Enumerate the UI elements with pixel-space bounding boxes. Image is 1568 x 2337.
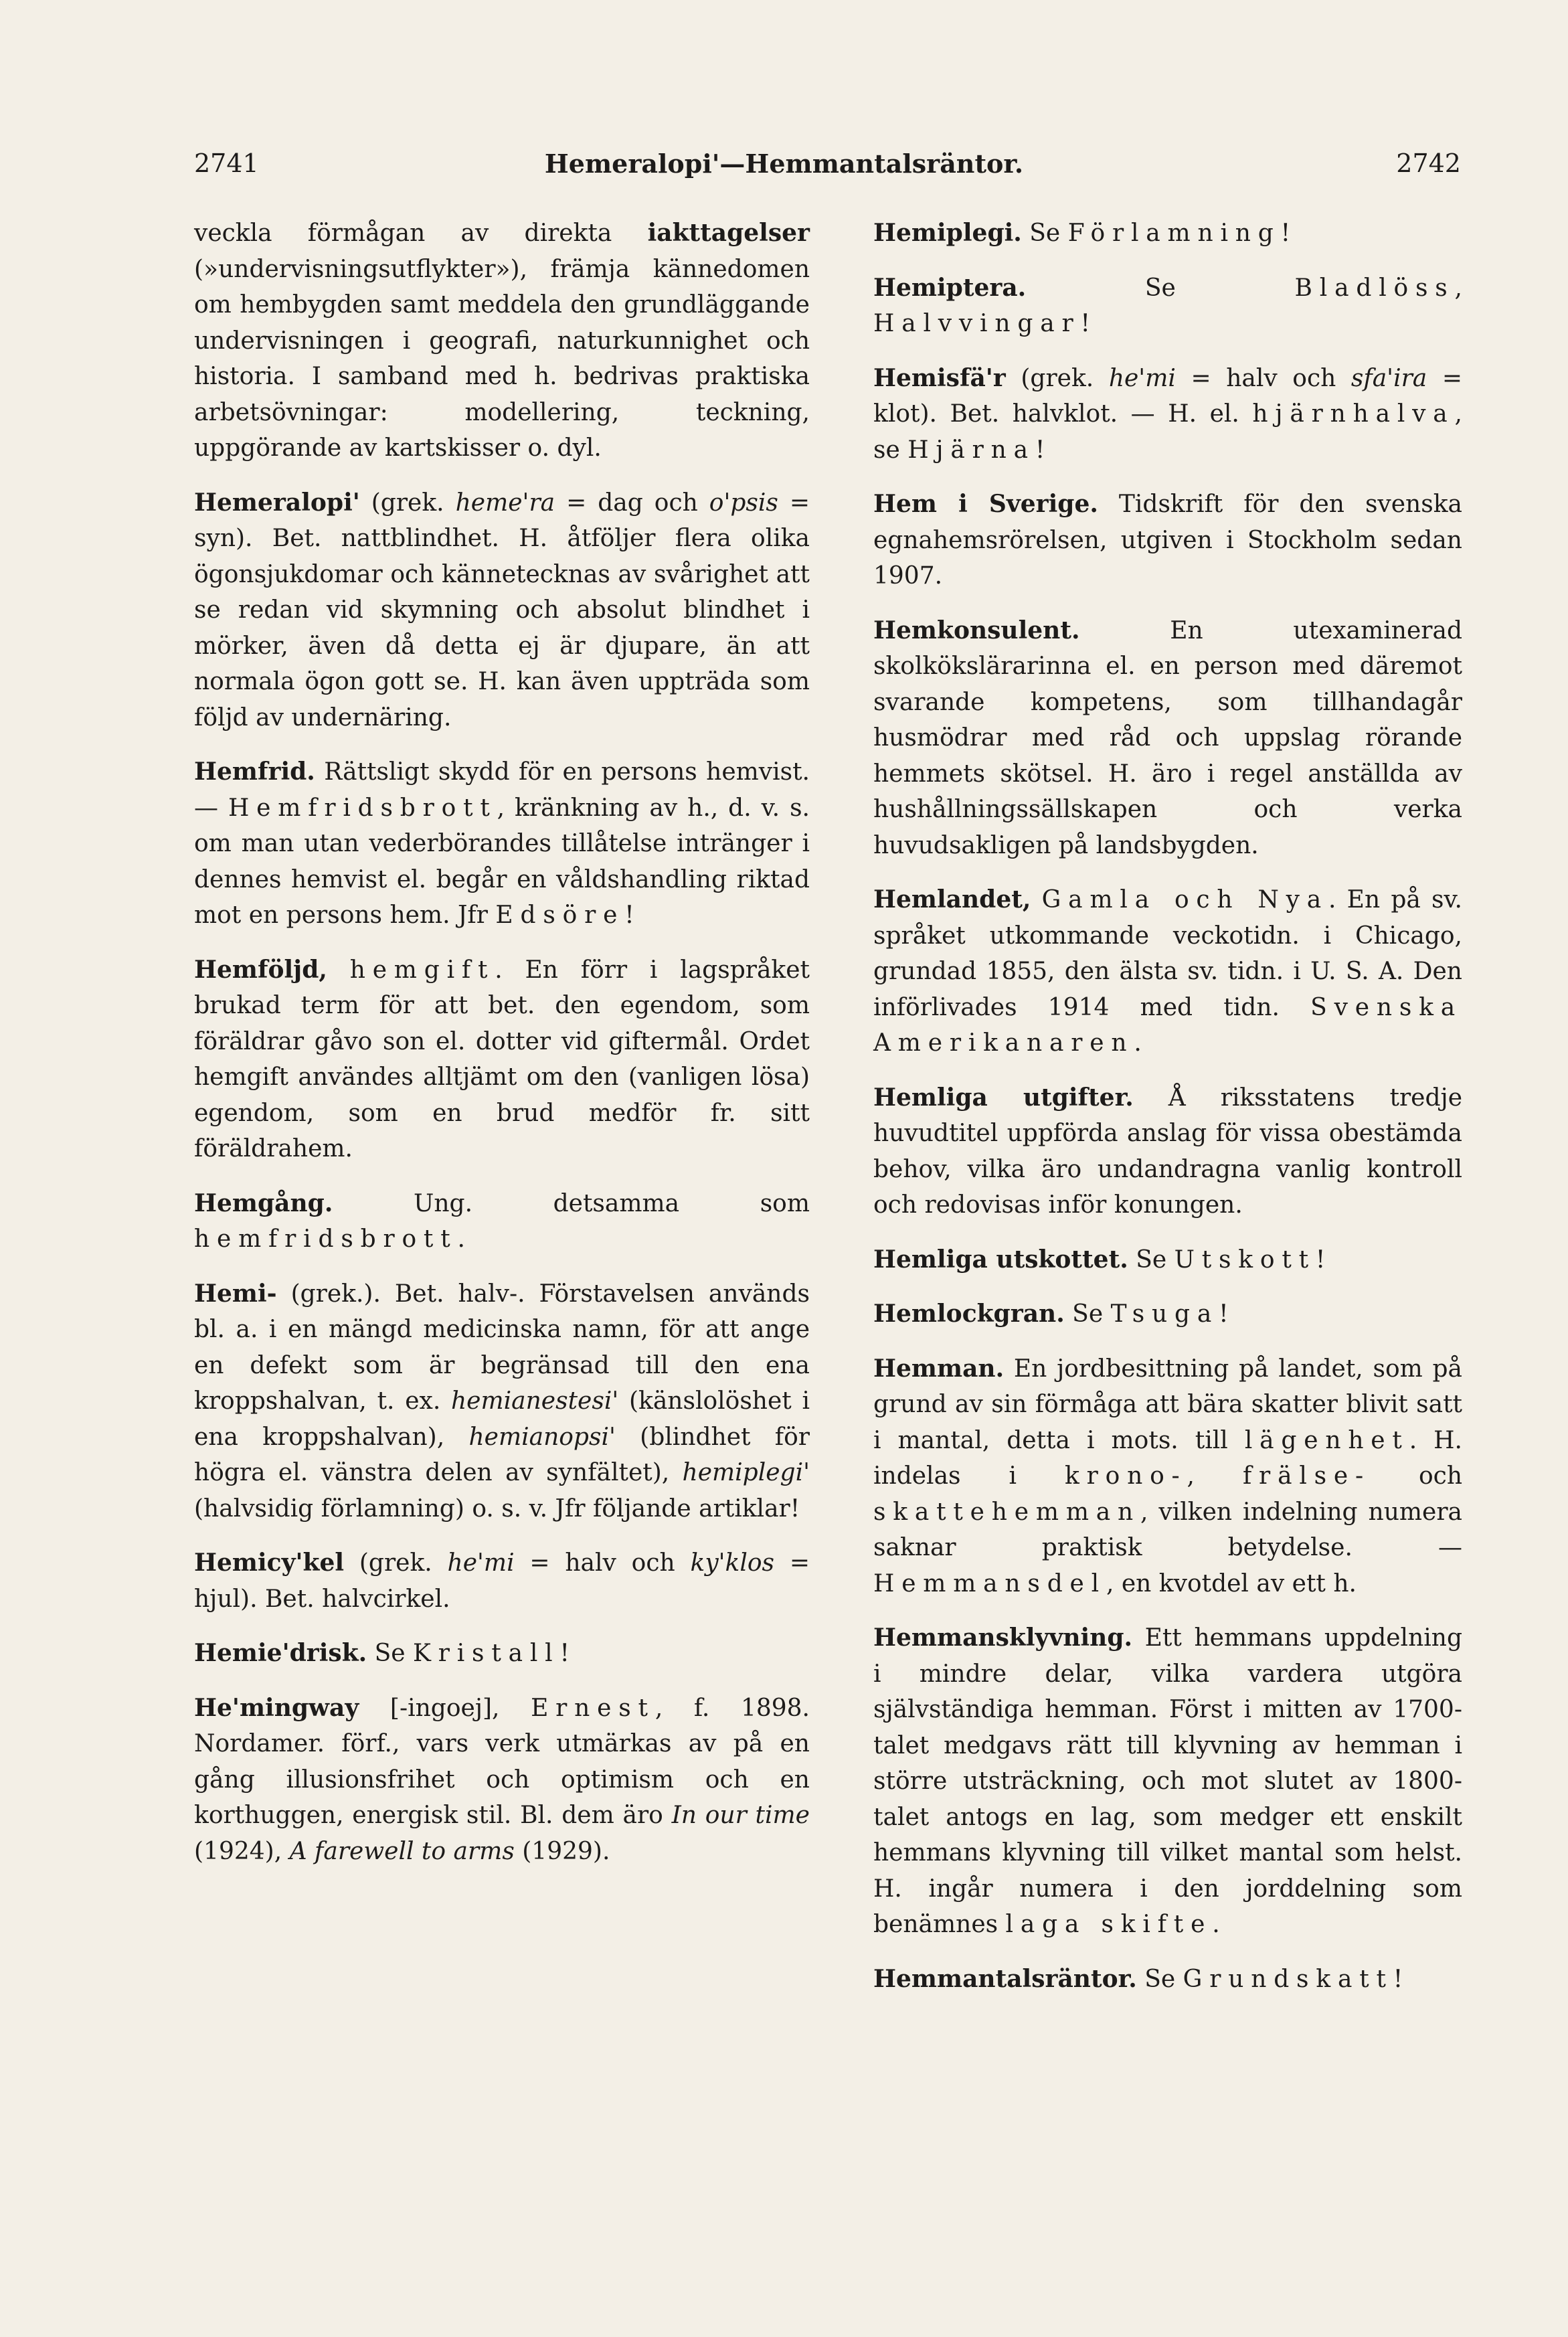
dictionary-entry: Hemlockgran. Se Tsuga! [873, 1300, 1229, 1328]
dictionary-entry: Hemföljd, hemgift. En förr i lagspråket brukad term för att bet. den egendom, som föräldrar gåvo son el. dotter vid giftermål. Ordet hemgift användes alltjämt om den (vanligen lösa) egendom, som en brud medför fr. sitt föräldrahem. [194, 955, 810, 1162]
dictionary-entry: Hemmantalsräntor. Se Grundskatt! [873, 1964, 1403, 1993]
dictionary-entry: Hemisfä'r (grek. he'mi = halv och sfa'ira = klot). Bet. halvklot. — H. el. hjärnhalva, se Hjärna! [873, 363, 1463, 464]
dictionary-entry: Hemie'drisk. Se Kristall! [194, 1639, 570, 1667]
running-title: Hemeralopi'—Hemmantalsräntor. [544, 149, 1024, 179]
page-header [0, 149, 1568, 189]
dictionary-entry: Hemeralopi' (grek. heme'ra = dag och o'psis = syn). Bet. nattblindhet. H. åtföljer flera olika ögonsjukdomar och kännetecknas av svårighet att se redan vid skymning och absolut blindhet i mörker, även då detta ej är djupare, än att normala ögon gott se. H. kan även uppträda som följd av undernäring. [194, 488, 810, 731]
dictionary-entry: Hemman. En jordbesittning på landet, som på grund av sin förmåga att bära skatter blivit satt i mantal, detta i mots. till lägenhet. H. indelas i krono-, frälse- och skattehemman, vilken indelning numera saknar praktisk betydelse. — Hemmansdel, en kvotdel av ett h. [873, 1354, 1462, 1597]
dictionary-entry: Hemiptera. Se Bladlöss, Halvvingar! [873, 273, 1462, 337]
dictionary-entry: Hemicy'kel (grek. he'mi = halv och ky'klos = hjul). Bet. halvcirkel. [194, 1549, 810, 1613]
right-column [873, 215, 1462, 2016]
dictionary-entry: Hemgång. Ung. detsamma som hemfridsbrott. [194, 1189, 810, 1253]
dictionary-entry: Hemfrid. Rättsligt skydd för en persons hemvist. — Hemfridsbrott, kränkning av h., d. v. s. om man utan vederbörandes tillåtelse intränger i dennes hemvist el. begår en våldshandling riktad mot en persons hem. Jfr Edsöre! [194, 758, 810, 929]
dictionary-entry: Hemiplegi. Se Förlamning! [873, 219, 1291, 247]
dictionary-entry: veckla förmågan av direkta iakttagelser (»undervisningsutflykter»), främja kännedomen om hembygden samt meddela den grundläggande undervisningen i geografi, naturkunnighet och historia. I samband med h. bedrivas praktiska arbetsövningar: modellering, teckning, uppgörande av kartskisser o. dyl. [194, 219, 810, 462]
page-number-left: 2741 [194, 149, 259, 178]
dictionary-entry: Hemkonsulent. En utexaminerad skolkökslärarinna el. en person med däremot svarande kompetens, som tillhandagår husmödrar med råd och uppslag rörande hemmets skötsel. H. äro i regel anställda av hushållningssällskapen och verka huvudsakligen på landsbygden. [873, 616, 1462, 859]
left-column [194, 215, 810, 1888]
dictionary-entry: Hemi- (grek.). Bet. halv-. Förstavelsen används bl. a. i en mängd medicinska namn, för att ange en defekt som är begränsad till den ena kroppshalvan, t. ex. hemianestesi' (känslolöshet i ena kroppshalvan), hemianopsi' (blindhet för högra el. vänstra delen av synfältet), hemiplegi' (halvsidig förlamning) o. s. v. Jfr följande artiklar! [194, 1279, 810, 1523]
dictionary-entry: Hemliga utgifter. Å riksstatens tredje huvudtitel uppförda anslag för vissa obestämda behov, vilka äro undandragna vanlig kontroll och redovisas inför konungen. [873, 1083, 1462, 1219]
dictionary-entry: Hem i Sverige. Tidskrift för den svenska egnahemsrörelsen, utgiven i Stockholm sedan 1907. [873, 490, 1462, 590]
dictionary-entry: Hemlandet, Gamla och Nya. En på sv. språket utkommande veckotidn. i Chicago, grundad 1855, den älsta sv. tidn. i U. S. A. Den införlivades 1914 med tidn. Svenska Amerikanaren. [873, 885, 1462, 1057]
dictionary-entry: He'mingway [-ingoej], Ernest, f. 1898. Nordamer. förf., vars verk utmärkas av på en gång illusionsfrihet och optimism och en korthuggen, energisk stil. Bl. dem äro In our time (1924), A farewell to arms (1929). [194, 1693, 810, 1865]
dictionary-entry: Hemmansklyvning. Ett hemmans uppdelning i mindre delar, vilka vardera utgöra självständiga hemman. Först i mitten av 1700-talet medgavs rätt till klyvning av hemman i större utsträckning, och mot slutet av 1800-talet antogs en lag, som medger ett enskilt hemmans klyvning till vilket mantal som helst. H. ingår numera i den jorddelning som benämnes laga skifte. [873, 1624, 1462, 1938]
dictionary-entry: Hemliga utskottet. Se Utskott! [873, 1245, 1326, 1274]
page-number-right: 2742 [1396, 149, 1461, 178]
